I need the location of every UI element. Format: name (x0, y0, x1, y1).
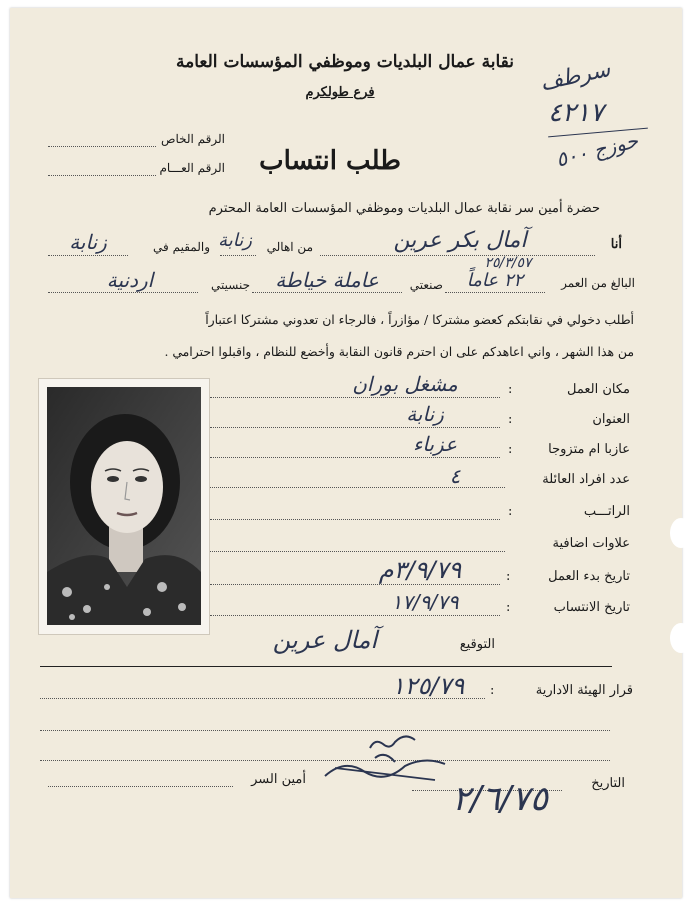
field-label-workplace: مكان العمل (567, 382, 630, 397)
union-name: نقابة عمال البلديات وموظفي المؤسسات العامة (176, 52, 514, 72)
request-line-1: أطلب دخولي في نقابتكم كعضو مشتركا / مؤازراً ، فالرجاء ان تعدوني مشتركا اعتباراً (205, 312, 634, 327)
nationality-field[interactable] (48, 292, 198, 293)
field-colon: : (508, 442, 513, 457)
age-label: البالغ من العمر (561, 276, 635, 290)
nationality-value: اردنية (106, 268, 154, 292)
punch-hole-top (670, 518, 692, 548)
address-field[interactable] (210, 427, 500, 428)
workplace-value: مشغل بوران (352, 372, 458, 396)
salutation: حضرة أمين سر نقابة عمال البلديات وموظفي المؤسسات العامة المحترم (208, 201, 600, 216)
request-line-2: من هذا الشهر ، واني اعاهدكم على ان احترم قانون النقابة وأخضع للنظام ، واقبلوا احترامي . (164, 344, 634, 359)
general-number-field[interactable] (48, 175, 156, 176)
field-label-start-date: تاريخ بدء العمل (548, 569, 630, 584)
village-value-2: زنابة (69, 230, 107, 254)
age-field[interactable] (445, 292, 545, 293)
form-title: طلب انتساب (259, 146, 401, 176)
marital-value: عزباء (412, 432, 458, 456)
residing-in-label: والمقيم في (153, 240, 210, 254)
field-label-join-date: تاريخ الانتساب (553, 600, 630, 615)
profession-value: عاملة خياطة (275, 268, 379, 292)
field-colon: : (508, 382, 513, 397)
i-am-label: أنا (610, 237, 622, 252)
applicant-photo (47, 387, 201, 625)
separator-line (40, 666, 612, 667)
village-field-2[interactable] (48, 255, 128, 256)
workplace-field[interactable] (210, 397, 500, 398)
salary-field[interactable] (210, 519, 500, 520)
decision-label: قرار الهيئة الادارية (535, 683, 633, 698)
general-number-label: الرقم العـــام (159, 161, 225, 175)
secretary-label: أمين السر (251, 772, 306, 787)
field-colon: : (508, 412, 513, 427)
family-value: ٤ (449, 464, 461, 488)
village-field-1[interactable] (220, 255, 256, 256)
decision-value: ١٢٥/٧٩ (391, 672, 465, 700)
applicant-name: آمال بكر عرين (393, 228, 527, 253)
start-date-value: ٣/٩/٧٩م (378, 556, 462, 584)
residents-label: من اهالي (266, 240, 313, 254)
field-label-salary: الراتـــب (583, 504, 630, 519)
profession-label: صنعتي (409, 278, 443, 292)
nationality-label: جنسيتي (211, 278, 250, 292)
special-number-field[interactable] (48, 146, 156, 147)
address-value: زنابة (406, 402, 444, 426)
margin-note-3: حوزج ٥٠٠ (553, 128, 641, 172)
signature-label: التوقيع (459, 637, 495, 652)
branch-name: فرع طولكرم (305, 85, 375, 100)
secretary-signature (315, 728, 455, 788)
date-value: ٢/٦/٧٥ (452, 779, 548, 819)
special-number-label: الرقم الخاص (160, 132, 225, 146)
punch-hole-bottom (670, 623, 692, 653)
marital-field[interactable] (210, 457, 500, 458)
field-colon: : (506, 569, 511, 584)
profession-field[interactable] (252, 292, 402, 293)
field-label-address: العنوان (592, 412, 630, 427)
join-date-value: ١٧/٩/٧٩ (391, 590, 459, 614)
village-value-1: زنابة (218, 230, 252, 251)
field-label-family: عدد افراد العائلة (542, 472, 630, 487)
secretary-field[interactable] (48, 786, 233, 787)
field-label-allowances: علاوات اضافية (552, 536, 630, 551)
field-colon: : (506, 600, 511, 615)
join-date-field[interactable] (210, 615, 500, 616)
family-field[interactable] (210, 487, 505, 488)
field-label-marital: عازبا ام متزوجا (548, 442, 630, 457)
field-colon: : (508, 504, 513, 519)
margin-note-2: ٤٢١٧ (548, 98, 604, 128)
age-value: ٢٢ عاماً (466, 270, 524, 291)
date-label: التاريخ (591, 776, 625, 791)
field-colon: : (490, 683, 495, 698)
name-field[interactable] (320, 255, 595, 256)
start-date-field[interactable] (210, 584, 500, 585)
applicant-photo-frame (38, 378, 210, 635)
birth-date-value: ٢٥/٣/٥٧ (484, 255, 532, 271)
margin-note-1: سرطف (538, 56, 613, 97)
allowances-field[interactable] (210, 551, 505, 552)
signature-value: آمال عرين (272, 626, 378, 654)
